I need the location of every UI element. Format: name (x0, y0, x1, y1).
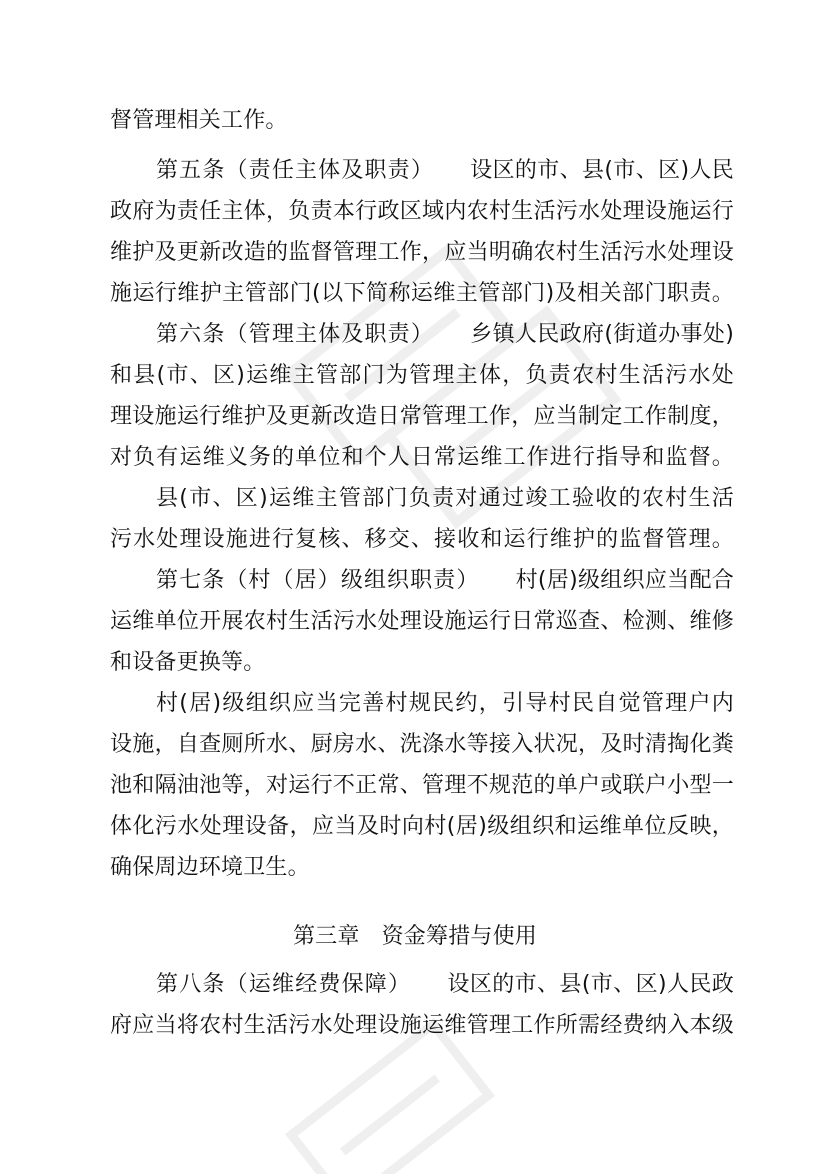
article-text: 村(居)级组织应当配合 (515, 568, 734, 593)
article-title: 第七条（村（居）级组织职责） (156, 568, 480, 593)
text-line: 和县(市、区)运维主管部门为管理主体，负责农村生活污水处 (110, 363, 734, 388)
text-line: 县(市、区)运维主管部门负责对通过竣工验收的农村生活 (156, 486, 734, 511)
article-title: 第五条（责任主体及职责） (156, 158, 435, 183)
text-line: 府应当将农村生活污水处理设施运维管理工作所需经费纳入本级 (110, 1013, 734, 1038)
text-line: 运维单位开展农村生活污水处理设施运行日常巡查、检测、维修 (110, 609, 734, 634)
chapter-title: 资金筹措与使用 (381, 924, 537, 949)
text-line: 池和隔油池等，对运行不正常、管理不规范的单户或联户小型一 (110, 773, 734, 798)
text-line: 维护及更新改造的监督管理工作，应当明确农村生活污水处理设 (110, 240, 734, 265)
text-line: 设施，自查厕所水、厨房水、洗涤水等接入状况，及时清掏化粪 (110, 732, 734, 757)
article-text: 乡镇人民政府(街道办事处) (470, 322, 734, 347)
article-line (156, 154, 734, 188)
article-title: 第八条（运维经费保障） (156, 972, 412, 997)
article-line (156, 968, 734, 1002)
text-line: 和设备更换等。 (110, 650, 266, 675)
article-text: 设区的市、县(市、区)人民 (470, 158, 734, 183)
text-line: 确保周边环境卫生。 (110, 855, 310, 880)
chapter-number: 第三章 (292, 924, 360, 949)
article-text: 设区的市、县(市、区)人民政 (447, 972, 734, 997)
text-line: 理设施运行维护及更新改造日常管理工作，应当制定工作制度， (110, 404, 734, 429)
text-line: 体化污水处理设备，应当及时向村(居)级组织和运维单位反映， (110, 814, 734, 839)
article-line (156, 318, 734, 352)
text-line: 对负有运维义务的单位和个人日常运维工作进行指导和监督。 (110, 445, 734, 470)
article-title: 第六条（管理主体及职责） (156, 322, 435, 347)
text-line: 政府为责任主体，负责本行政区域内农村生活污水处理设施运行 (110, 199, 734, 224)
text-line: 村(居)级组织应当完善村规民约，引导村民自觉管理户内 (156, 691, 734, 716)
text-line: 督管理相关工作。 (110, 108, 288, 133)
chapter-heading (0, 920, 830, 954)
text-line: 污水处理设施进行复核、移交、接收和运行维护的监督管理。 (110, 527, 734, 552)
article-line (156, 564, 734, 598)
text-line: 施运行维护主管部门(以下简称运维主管部门)及相关部门职责。 (110, 281, 734, 306)
